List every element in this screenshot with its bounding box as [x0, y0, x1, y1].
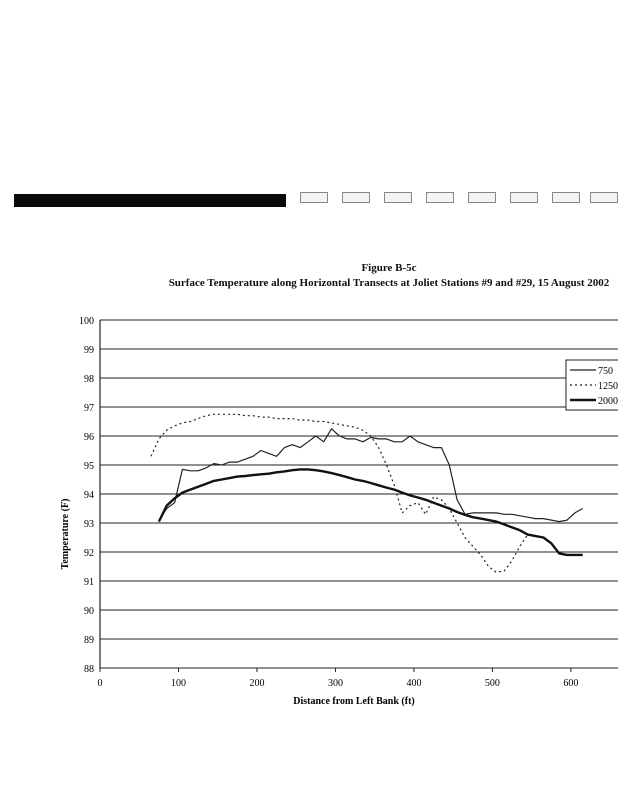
dash-box — [468, 192, 496, 203]
dash-box — [426, 192, 454, 203]
legend-label-750: 750 — [598, 366, 613, 377]
series-line-2000 — [159, 469, 583, 555]
legend-label-2000: 2000 — [598, 396, 618, 407]
series-line-750 — [159, 429, 583, 522]
y-tick-label: 92 — [84, 548, 94, 559]
dash-box — [300, 192, 328, 203]
x-tick-label: 500 — [484, 678, 500, 689]
y-tick-label: 93 — [84, 519, 94, 530]
x-tick-label: 200 — [249, 678, 265, 689]
header-black-bar — [14, 194, 286, 207]
y-tick-label: 99 — [84, 345, 94, 356]
y-tick-label: 88 — [84, 664, 94, 675]
x-tick-label: 0 — [97, 678, 103, 689]
y-tick-label: 97 — [84, 403, 94, 414]
y-tick-label: 95 — [84, 461, 94, 472]
temperature-chart — [0, 300, 618, 720]
y-tick-label: 94 — [84, 490, 94, 501]
x-axis-label: Distance from Left Bank (ft) — [293, 696, 415, 707]
x-tick-label: 300 — [327, 678, 343, 689]
dash-box — [342, 192, 370, 203]
dash-box — [384, 192, 412, 203]
dash-box — [590, 192, 618, 203]
y-tick-label: 90 — [84, 606, 94, 617]
figure-title: Surface Temperature along Horizontal Transects at Joliet Stations #9 and #29, 15 August 2002 — [168, 277, 610, 289]
x-tick-label: 400 — [406, 678, 422, 689]
x-tick-label: 600 — [563, 678, 579, 689]
y-tick-label: 96 — [84, 432, 94, 443]
y-tick-label: 91 — [84, 577, 94, 588]
legend-label-1250: 1250 — [598, 381, 618, 392]
header-dash-boxes — [300, 192, 618, 206]
y-axis-label: Temperature (F) — [60, 498, 71, 570]
y-tick-label: 98 — [84, 374, 94, 385]
dash-box — [510, 192, 538, 203]
y-tick-label: 100 — [79, 316, 94, 327]
figure-label: Figure B-5c — [361, 262, 417, 274]
dash-box — [552, 192, 580, 203]
y-tick-label: 89 — [84, 635, 94, 646]
x-tick-label: 100 — [170, 678, 186, 689]
series-line-1250 — [151, 414, 528, 572]
